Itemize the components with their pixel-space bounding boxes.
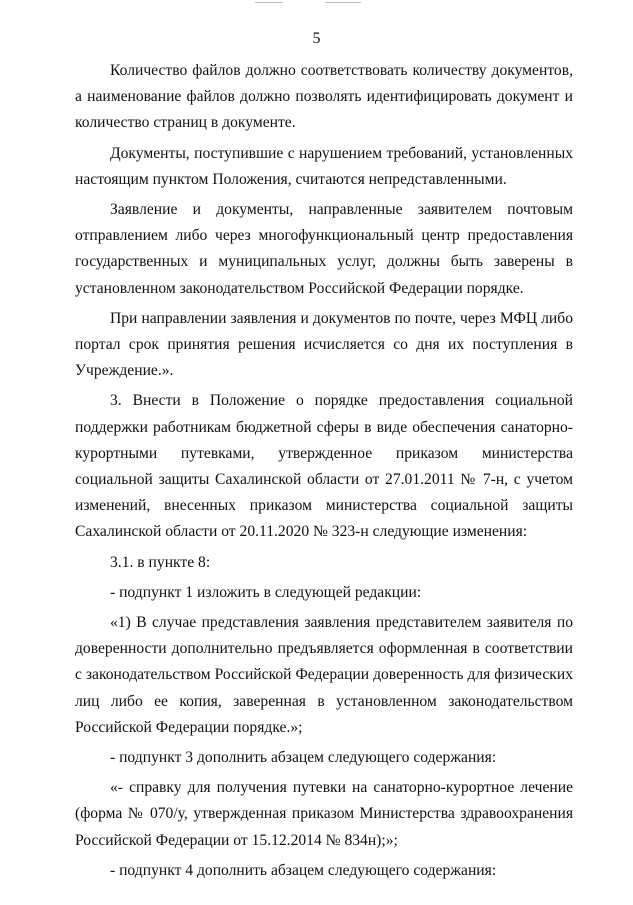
paragraph-invalid-documents: Документы, поступившие с нарушением требований, установленных настоящим пунктом Положения, считаются непредставленными. <box>75 144 573 188</box>
paragraph-file-count: Количество файлов должно соответствовать количеству документов, а наименование файлов должно позволять идентифицировать документ и количество страниц в документе. <box>75 62 573 132</box>
paragraph-postal-certification: Заявление и документы, направленные заявителем почтовым отправлением либо через многофункциональный центр предоставления государственных и муниципальных услуг, должны быть заверены в установленном законодательством Российской Федерации порядке. <box>75 201 573 297</box>
paragraph-subitem-3-text: «- справку для получения путевки на санаторно-курортное лечение (форма № 070/у, утвержденная приказом Министерства здравоохранения Российской Федерации от 15.12.2014 № 834н);»; <box>75 779 573 849</box>
paragraph-subitem-1-text: «1) В случае представления заявления представителем заявителя по доверенности дополнительно предъявляется оформленная в соответствии с законодательством Российской Федерации доверенность для физических лиц либо ее копия, заверенная в установленном законодательством Российской Федерации порядке.»; <box>75 614 573 736</box>
document-body <box>75 58 573 884</box>
paragraph-subitem-4-instruction: - подпункт 4 дополнить абзацем следующего содержания: <box>110 861 497 879</box>
page-number: 5 <box>312 30 321 47</box>
paragraph-decision-term: При направлении заявления и документов по почте, через МФЦ либо портал срок принятия решения исчисляется со дня их поступления в Учреждение.». <box>75 309 573 380</box>
paragraph-item-3: 3. Внести в Положение о порядке предоставления социальной поддержки работникам бюджетной сферы в виде обеспечения санаторно-курортными путевками, утвержденное приказом министерства социальной защиты Сахалинской области от 27.01.2011 № 7-н, с учетом изменений, внесенных приказом министерства социальной защиты Сахалинской области от 20.11.2020 № 323-н следующие изменения: <box>75 392 573 541</box>
paragraph-item-3-1: 3.1. в пункте 8: <box>110 553 211 571</box>
scan-artifact <box>255 2 283 3</box>
scan-artifact <box>325 2 361 3</box>
paragraph-subitem-1-instruction: - подпункт 1 изложить в следующей редакции: <box>110 583 422 601</box>
paragraph-subitem-3-instruction: - подпункт 3 дополнить абзацем следующего содержания: <box>110 749 497 767</box>
